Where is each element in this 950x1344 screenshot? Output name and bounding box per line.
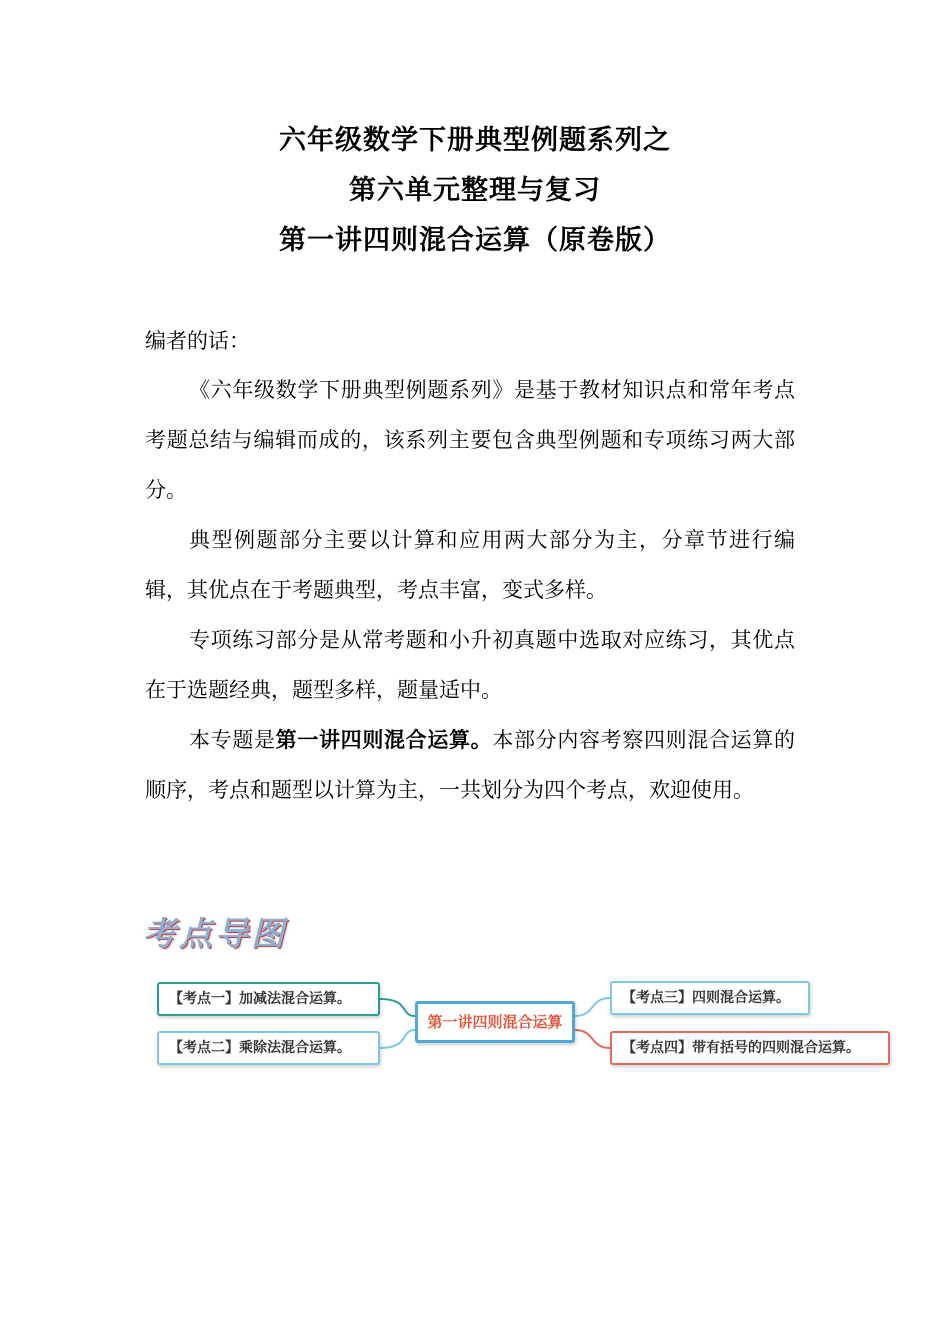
editor-paragraph-2: 典型例题部分主要以计算和应用两大部分为主，分章节进行编辑，其优点在于考题典型，考点丰富，变式多样。 bbox=[145, 528, 795, 602]
mind-map bbox=[0, 970, 950, 1080]
editor-note-label: 编者的话： bbox=[145, 329, 250, 353]
mind-map-center-node: 第一讲四则混合运算 bbox=[415, 1001, 575, 1043]
connector-node-4 bbox=[575, 1030, 610, 1048]
editor-paragraph-1: 《六年级数学下册典型例题系列》是基于教材知识点和常年考点考题总结与编辑而成的，该系列主要包含典型例题和专项练习两大部分。 bbox=[145, 378, 795, 502]
editor-paragraph-3: 专项练习部分是从常考题和小升初真题中选取对应练习，其优点在于选题经典，题型多样，题量适中。 bbox=[145, 628, 795, 702]
paragraph-4-prefix: 本专题是 bbox=[189, 728, 276, 752]
mind-map-heading: 考点导图 bbox=[143, 914, 287, 953]
title-line-2: 第六单元整理与复习 bbox=[349, 175, 601, 206]
mind-map-node-4: 【考点四】带有括号的四则混合运算。 bbox=[610, 1031, 890, 1065]
title-line-1: 六年级数学下册典型例题系列之 bbox=[279, 125, 671, 156]
paragraph-4-topic: 第一讲四则混合运算。 bbox=[275, 728, 493, 752]
editor-paragraph-4 bbox=[145, 715, 795, 815]
mind-map-node-3: 【考点三】四则混合运算。 bbox=[610, 981, 810, 1015]
mind-map-node-1: 【考点一】加减法混合运算。 bbox=[157, 982, 380, 1016]
connector-node-1 bbox=[380, 999, 415, 1016]
connector-node-2 bbox=[380, 1030, 415, 1048]
paragraph-4-suffix: 本部分内容考察四则混合运算的顺序，考点和题型以计算为主，一共划分为四个考点，欢迎使用。 bbox=[145, 728, 796, 802]
mind-map-node-2: 【考点二】乘除法混合运算。 bbox=[157, 1031, 380, 1065]
connector-node-3 bbox=[575, 998, 610, 1016]
title-line-3: 第一讲四则混合运算（原卷版） bbox=[279, 225, 671, 256]
